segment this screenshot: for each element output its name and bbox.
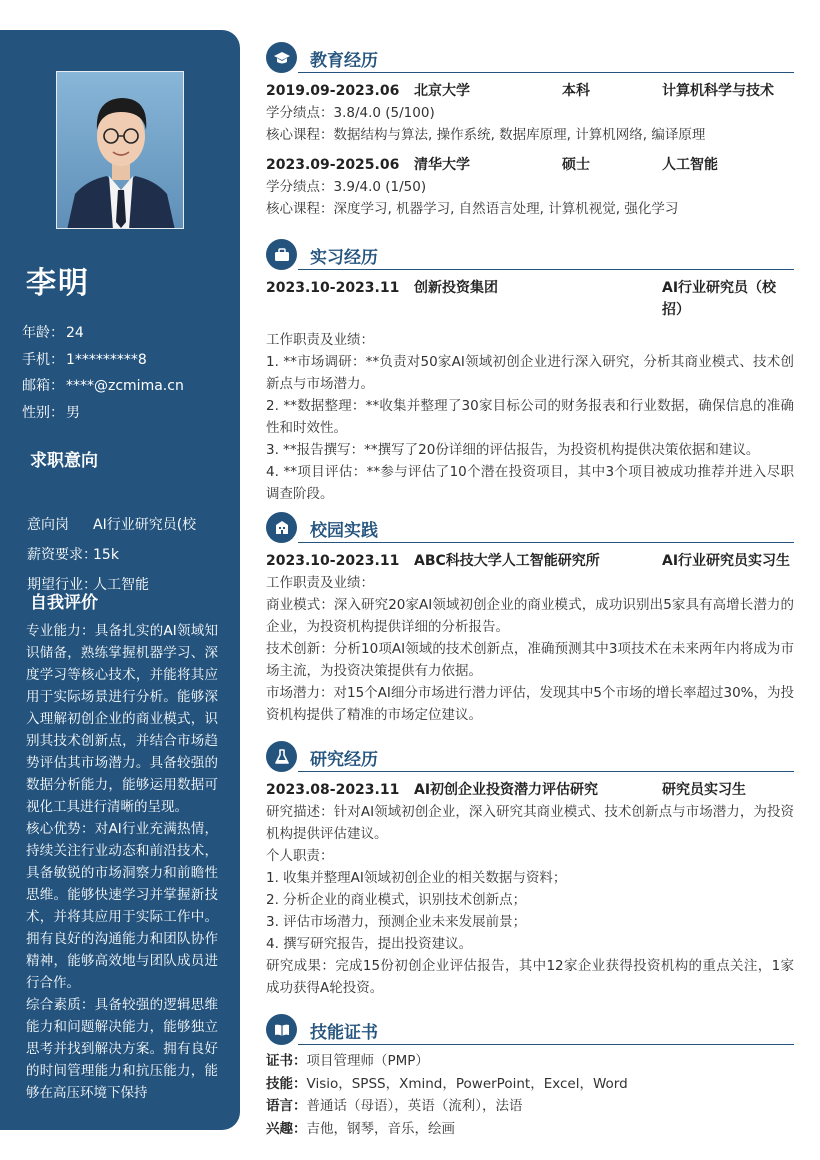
self-eval-paragraph: 核心优势：对AI行业充满热情，持续关注行业动态和前沿技术，具备敏锐的市场洞察力和前瞻性思维。能够快速学习并掌握新技术，并将其应用于实际工作中。拥有良好的沟通能力和团队协作精神，能够高效地与团队成员进行合作。 bbox=[26, 821, 218, 991]
research-line: 研究描述：针对AI领域初创企业，深入研究其商业模式、技术创新点与市场潜力，为投资机构提供评估建议。 bbox=[266, 804, 794, 842]
info-phone: 手机： 1*********8 bbox=[22, 351, 147, 368]
section-header bbox=[266, 741, 794, 775]
section-title: 研究经历 bbox=[310, 750, 378, 770]
education-row: 2023.09-2025.06 清华大学 硕士 人工智能 bbox=[266, 157, 718, 173]
intent-salary: 薪资要求：15k bbox=[27, 547, 119, 563]
education-row: 2019.09-2023.06 北京大学 本科 计算机科学与技术 bbox=[266, 83, 774, 99]
self-eval-paragraph: 专业能力：具备扎实的AI领域知识储备，熟练掌握机器学习、深度学习等核心技术，并能将其应用于实际场景进行分析。能够深入理解初创企业的商业模式，识别其技术创新点，并结合市场趋势评估其市场潜力。具备较强的数据分析能力，能够运用数据可视化工具进行清晰的呈现。 bbox=[26, 623, 218, 815]
section-header bbox=[266, 1014, 794, 1048]
internship-line: 3. **报告撰写：**撰写了20份详细的评估报告，为投资机构提供决策依据和建议。 bbox=[266, 442, 760, 458]
research-section bbox=[266, 741, 794, 999]
intent-title: 求职意向 bbox=[30, 451, 98, 471]
edu-gpa: 学分绩点：3.8/4.0 (5/100) bbox=[266, 105, 435, 121]
section-title: 校园实践 bbox=[310, 521, 378, 541]
self-evaluation bbox=[26, 620, 218, 1104]
research-line: 2. 分析企业的商业模式，识别技术创新点； bbox=[266, 892, 527, 908]
research-line: 个人职责： bbox=[266, 848, 334, 864]
internship-line: 1. **市场调研：**负责对50家AI领域初创企业进行深入研究，分析其商业模式、技术创新点与市场潜力。 bbox=[266, 354, 794, 392]
intent-position: 意向岗 AI行业研究员(校 bbox=[27, 517, 197, 533]
personal-info bbox=[22, 320, 184, 426]
briefcase-icon bbox=[266, 239, 297, 270]
campus-section bbox=[266, 512, 794, 726]
internship-section bbox=[266, 239, 794, 505]
edu-courses: 核心课程：深度学习, 机器学习, 自然语言处理, 计算机视觉, 强化学习 bbox=[266, 201, 679, 217]
campus-line: 技术创新：分析10项AI领域的技术创新点，准确预测其中3项技术在未来两年内将成为市场主流，为投资决策提供有力依据。 bbox=[266, 641, 794, 679]
section-header bbox=[266, 42, 794, 76]
intent-industry: 期望行业：人工智能 bbox=[27, 577, 149, 593]
section-header bbox=[266, 512, 794, 546]
research-line: 4. 撰写研究报告，提出投资建议。 bbox=[266, 936, 473, 952]
skill-certificate: 证书：项目管理师（PMP） bbox=[266, 1053, 429, 1069]
edu-courses: 核心课程：数据结构与算法, 操作系统, 数据库原理, 计算机网络, 编译原理 bbox=[266, 127, 706, 143]
job-intent bbox=[27, 510, 196, 600]
campus-line: 商业模式：深入研究20家AI领域初创企业的商业模式，成功识别出5家具有高增长潜力的企业，为投资机构提供详细的分析报告。 bbox=[266, 597, 794, 635]
section-title: 技能证书 bbox=[310, 1023, 378, 1043]
profile-photo bbox=[56, 71, 184, 229]
info-gender: 性别： 男 bbox=[22, 404, 80, 421]
internship-line: 2. **数据整理：**收集并整理了30家目标公司的财务报表和行业数据，确保信息的准确性和时效性。 bbox=[266, 398, 794, 436]
section-divider bbox=[298, 1044, 794, 1045]
research-line: 3. 评估市场潜力，预测企业未来发展前景； bbox=[266, 914, 527, 930]
self-eval-title: 自我评价 bbox=[30, 593, 98, 613]
internship-line: 工作职责及业绩： bbox=[266, 332, 374, 348]
skill-languages: 语言：普通话（母语），英语（流利），法语 bbox=[266, 1098, 523, 1114]
section-title: 实习经历 bbox=[310, 248, 378, 268]
education-section bbox=[266, 42, 794, 220]
internship-line: 4. **项目评估：**参与评估了10个潜在投资项目，其中3个项目被成功推荐并进入尽职调查阶段。 bbox=[266, 464, 794, 502]
sidebar bbox=[0, 30, 240, 1130]
skill-tools: 技能：Visio，SPSS，Xmind，PowerPoint，Excel，Word bbox=[266, 1075, 628, 1092]
flask-icon bbox=[266, 741, 297, 772]
info-age: 年龄： 24 bbox=[22, 325, 84, 341]
internship-row: 2023.10-2023.11 创新投资集团 AI行业研究员（校招） bbox=[266, 280, 777, 318]
building-icon bbox=[266, 512, 297, 543]
campus-line: 工作职责及业绩： bbox=[266, 575, 374, 591]
book-icon bbox=[266, 1014, 297, 1045]
skill-interests: 兴趣：吉他，钢琴，音乐，绘画 bbox=[266, 1120, 455, 1137]
research-line: 研究成果：完成15份初创企业评估报告，其中12家企业获得投资机构的重点关注，1家成功获得A轮投资。 bbox=[266, 958, 794, 996]
self-eval-paragraph: 综合素质：具备较强的逻辑思维能力和问题解决能力，能够独立思考并找到解决方案。拥有良好的时间管理能力和抗压能力，能够在高压环境下保持 bbox=[26, 997, 218, 1101]
section-title: 教育经历 bbox=[310, 51, 378, 71]
section-divider bbox=[298, 771, 794, 772]
section-divider bbox=[298, 542, 794, 543]
graduation-cap-icon bbox=[266, 42, 297, 73]
info-email: 邮箱： ****@zcmima.cn bbox=[22, 378, 184, 394]
skills-section bbox=[266, 1014, 794, 1140]
campus-line: 市场潜力：对15个AI细分市场进行潜力评估，发现其中5个市场的增长率超过30%，为投资机构提供了精准的市场定位建议。 bbox=[266, 685, 794, 723]
section-divider bbox=[298, 72, 794, 73]
section-divider bbox=[298, 269, 794, 270]
campus-row: 2023.10-2023.11 ABC科技大学人工智能研究所 AI行业研究员实习生 bbox=[266, 553, 791, 569]
candidate-name: 李明 bbox=[26, 266, 90, 301]
research-line: 1. 收集并整理AI领域初创企业的相关数据与资料； bbox=[266, 870, 567, 886]
section-header bbox=[266, 239, 794, 273]
research-row: 2023.08-2023.11 AI初创企业投资潜力评估研究 研究员实习生 bbox=[266, 782, 746, 798]
person-portrait-icon bbox=[57, 72, 184, 229]
edu-gpa: 学分绩点：3.9/4.0 (1/50) bbox=[266, 179, 427, 195]
